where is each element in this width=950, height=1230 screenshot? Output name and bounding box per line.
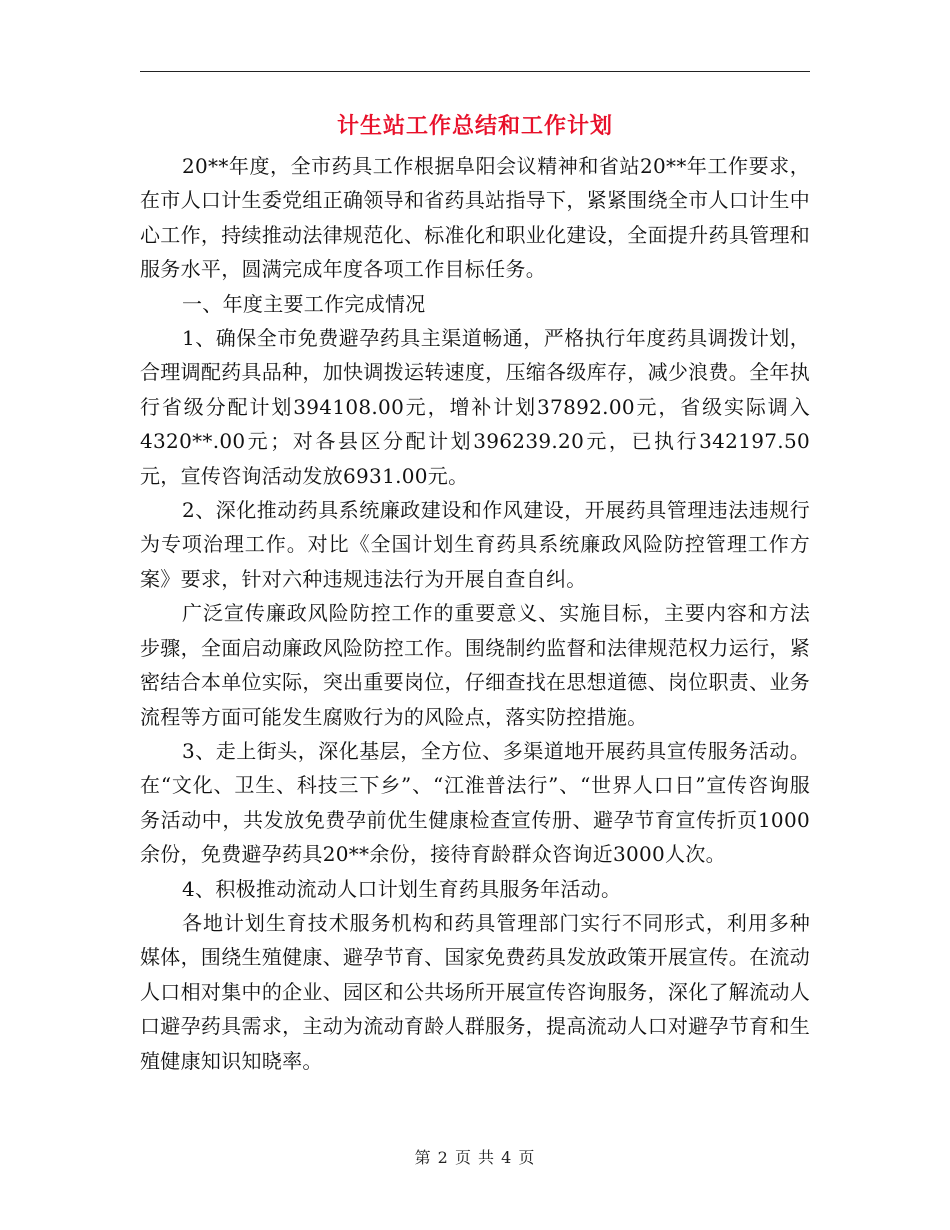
paragraph-item-1: 1、确保全市免费避孕药具主渠道畅通，严格执行年度药具调拨计划，合理调配药具品种，加快调拨运转速度，压缩各级库存，减少浪费。全年执行省级分配计划394108.00元，增补计划37892.00元，省级实际调入4320**.00元；对各县区分配计划396239.20元，已执行342197.50元，宣传咨询活动发放6931.00元。 [140,326,810,488]
page-number-footer: 第 2 页 共 4 页 [414,1148,536,1167]
paragraph-item-4: 4、积极推动流动人口计划生育药具服务年活动。 [182,876,622,901]
header-rule [140,71,810,72]
document-title: 计生站工作总结和工作计划 [336,113,613,139]
paragraph-item-2: 2、深化推动药具系统廉政建设和作风建设，开展药具管理违法违规行为专项治理工作。对比《全国计划生育药具系统廉政风险防控管理工作方案》要求，针对六种违规违法行为开展自查自纠。 [140,498,810,591]
section-heading: 一、年度主要工作完成情况 [182,291,426,316]
document-body [140,149,810,1078]
paragraph-item-4-detail: 各地计划生育技术服务机构和药具管理部门实行不同形式，利用多种媒体，围绕生殖健康、避孕节育、国家免费药具发放政策开展宣传。在流动人口相对集中的企业、园区和公共场所开展宣传咨询服务，深化了解流动人口避孕药具需求，主动为流动育龄人群服务，提高流动人口对避孕节育和生殖健康知识知晓率。 [140,910,810,1073]
paragraph-item-3: 3、走上街头，深化基层，全方位、多渠道地开展药具宣传服务活动。在“文化、卫生、科技三下乡”、“江淮普法行”、“世界人口日”宣传咨询服务活动中，共发放免费孕前优生健康检查宣传册、避孕节育宣传折页1000余份，免费避孕药具20**余份，接待育龄群众咨询近3000人次。 [140,738,810,867]
paragraph-item-2-detail: 广泛宣传廉政风险防控工作的重要意义、实施目标，主要内容和方法步骤，全面启动廉政风险防控工作。围绕制约监督和法律规范权力运行，紧密结合本单位实际，突出重要岗位，仔细查找在思想道德、岗位职责、业务流程等方面可能发生腐败行为的风险点，落实防控措施。 [140,601,810,729]
paragraph-intro: 20**年度，全市药具工作根据阜阳会议精神和省站20**年工作要求，在市人口计生委党组正确领导和省药具站指导下，紧紧围绕全市人口计生中心工作，持续推动法律规范化、标准化和职业化建设，全面提升药具管理和服务水平，圆满完成年度各项工作目标任务。 [140,154,810,282]
